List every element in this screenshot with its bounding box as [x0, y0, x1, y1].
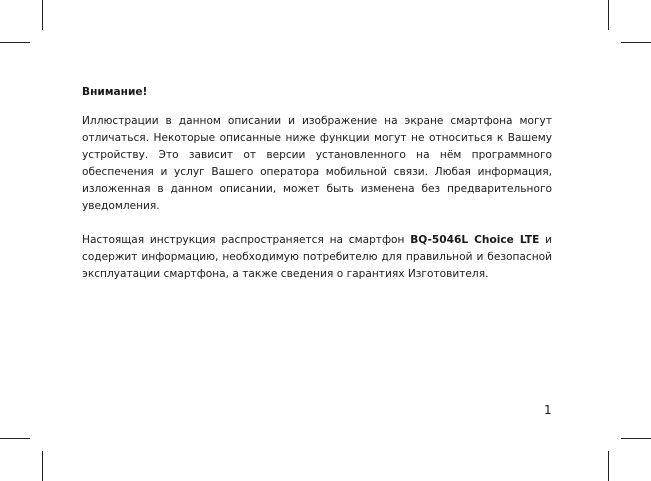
- crop-mark-bottom-right-horizontal: [621, 438, 651, 439]
- scope-text-before: Настоящая инструкция распространяется на смартфон: [82, 234, 411, 246]
- scope-text-after: и содержит информацию, необходимую потребителю для правильной и безопасной эксплуатации смартфона, а также сведения о гарантиях Изготовителя.: [82, 234, 553, 280]
- page-content: [82, 84, 552, 300]
- crop-mark-bottom-right-vertical: [608, 451, 609, 481]
- crop-mark-top-right-horizontal: [621, 42, 651, 43]
- crop-mark-bottom-left-vertical: [42, 451, 43, 481]
- warning-heading: Внимание!: [82, 86, 148, 98]
- disclaimer-paragraph: Иллюстрации в данном описании и изображение на экране смартфона могут отличаться. Некоторые описанные ниже функции могут не относиться к Вашему устройству. Это зависит от версии установленного на нём программного обеспечения и услуг Вашего оператора мобильной связи. Любая информация, изложенная в данном описании, может быть изменена без предварительного уведомления.: [82, 115, 552, 212]
- crop-mark-bottom-left-horizontal: [0, 438, 30, 439]
- product-model-name: BQ-5046L Choice LTE: [410, 234, 540, 246]
- page-number: 1: [544, 403, 552, 417]
- crop-mark-top-left-horizontal: [0, 42, 30, 43]
- crop-mark-top-right-vertical: [608, 0, 609, 30]
- scope-paragraph: [82, 232, 552, 283]
- crop-mark-top-left-vertical: [42, 0, 43, 30]
